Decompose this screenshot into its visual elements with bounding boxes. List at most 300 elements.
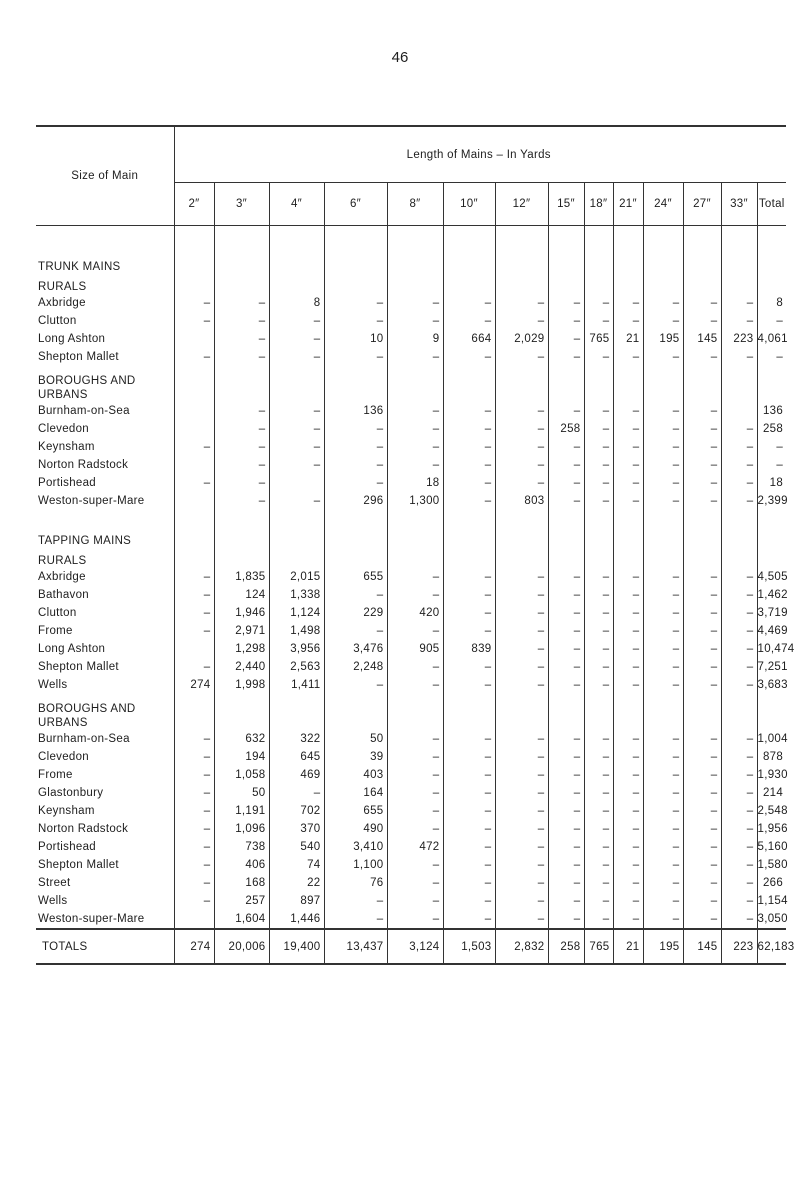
table-cell: – xyxy=(443,676,495,694)
table-cell: – xyxy=(387,766,443,784)
table-cell: – xyxy=(613,438,643,456)
table-cell: – xyxy=(757,312,786,330)
table-cell: – xyxy=(683,438,721,456)
table-cell: – xyxy=(443,820,495,838)
total-cell: 62,183 xyxy=(757,929,786,964)
table-cell: – xyxy=(683,312,721,330)
table-row xyxy=(36,402,786,420)
table-cell: – xyxy=(613,640,643,658)
table-cell: – xyxy=(387,312,443,330)
table-cell: – xyxy=(174,856,214,874)
table-cell: 1,498 xyxy=(269,622,324,640)
table-cell: – xyxy=(721,640,757,658)
table-row xyxy=(36,568,786,586)
table-cell: – xyxy=(495,586,548,604)
table-cell: – xyxy=(324,438,387,456)
table-cell: – xyxy=(443,856,495,874)
table-cell: – xyxy=(443,874,495,892)
table-cell: – xyxy=(613,820,643,838)
column-header: 27″ xyxy=(683,183,721,226)
table-cell: – xyxy=(324,348,387,366)
table-cell: – xyxy=(584,910,613,929)
table-cell: – xyxy=(387,658,443,676)
table-cell: 664 xyxy=(443,330,495,348)
table-cell: – xyxy=(548,402,584,420)
table-cell: – xyxy=(174,312,214,330)
table-cell: – xyxy=(214,456,269,474)
table-cell: – xyxy=(721,294,757,312)
table-cell: 136 xyxy=(324,402,387,420)
table-cell: – xyxy=(269,348,324,366)
page-number: 46 xyxy=(391,49,409,66)
table-cell: – xyxy=(683,910,721,929)
table-cell: – xyxy=(495,730,548,748)
table-cell: 50 xyxy=(214,784,269,802)
table-cell: – xyxy=(613,658,643,676)
table-cell: – xyxy=(613,348,643,366)
table-cell: 420 xyxy=(387,604,443,622)
table-cell: 124 xyxy=(214,586,269,604)
table-cell: – xyxy=(683,820,721,838)
table-cell: 905 xyxy=(387,640,443,658)
table-cell: 164 xyxy=(324,784,387,802)
group-heading: BOROUGHS AND URBANS xyxy=(38,703,136,729)
table-cell: – xyxy=(443,658,495,676)
table-cell: – xyxy=(387,420,443,438)
totals-row xyxy=(36,929,786,964)
table-cell: 1,956 xyxy=(757,820,786,838)
table-cell: – xyxy=(387,910,443,929)
table-cell: – xyxy=(443,402,495,420)
table-cell: – xyxy=(387,784,443,802)
table-cell: 1,411 xyxy=(269,676,324,694)
table-cell: – xyxy=(548,348,584,366)
table-cell: 1,191 xyxy=(214,802,269,820)
table-cell: 257 xyxy=(214,892,269,910)
row-label: Portishead xyxy=(38,841,96,853)
table-cell: 18 xyxy=(387,474,443,492)
table-cell: – xyxy=(643,856,683,874)
table-cell: – xyxy=(548,640,584,658)
row-label: Norton Radstock xyxy=(38,459,129,471)
table-cell: – xyxy=(613,402,643,420)
table-cell: – xyxy=(721,474,757,492)
table-cell: – xyxy=(683,402,721,420)
table-cell: 296 xyxy=(324,492,387,510)
table-cell: 490 xyxy=(324,820,387,838)
table-cell: 223 xyxy=(721,330,757,348)
table-cell: – xyxy=(643,892,683,910)
table-cell: – xyxy=(174,748,214,766)
table-row xyxy=(36,348,786,366)
table-cell: – xyxy=(495,622,548,640)
table-cell: 655 xyxy=(324,802,387,820)
table-cell: – xyxy=(584,420,613,438)
table-cell: – xyxy=(643,456,683,474)
table-cell: – xyxy=(324,622,387,640)
table-cell: – xyxy=(387,294,443,312)
table-cell: – xyxy=(387,874,443,892)
table-cell: – xyxy=(584,784,613,802)
table-cell: 8 xyxy=(269,294,324,312)
table-cell: – xyxy=(683,730,721,748)
table-cell: – xyxy=(643,474,683,492)
table-cell: 274 xyxy=(174,676,214,694)
table-cell: – xyxy=(643,604,683,622)
table-cell: – xyxy=(443,838,495,856)
table-cell: 3,719 xyxy=(757,604,786,622)
table-cell: – xyxy=(387,438,443,456)
table-cell: – xyxy=(643,874,683,892)
table-cell: – xyxy=(721,838,757,856)
table-cell: – xyxy=(584,676,613,694)
table-cell: – xyxy=(613,456,643,474)
row-label: Bathavon xyxy=(38,589,89,601)
table-cell: – xyxy=(643,568,683,586)
table-row xyxy=(36,892,786,910)
table-cell: – xyxy=(613,568,643,586)
total-cell: 20,006 xyxy=(214,929,269,964)
table-cell: 1,835 xyxy=(214,568,269,586)
table-cell: 39 xyxy=(324,748,387,766)
table-cell: – xyxy=(584,402,613,420)
table-cell: – xyxy=(495,604,548,622)
table-cell: – xyxy=(683,474,721,492)
table-cell: – xyxy=(443,568,495,586)
table-cell: – xyxy=(721,586,757,604)
table-cell: – xyxy=(584,856,613,874)
table-cell: 738 xyxy=(214,838,269,856)
table-cell: – xyxy=(683,348,721,366)
table-cell: – xyxy=(643,438,683,456)
table-cell: 258 xyxy=(548,420,584,438)
table-cell: 472 xyxy=(387,838,443,856)
table-cell: – xyxy=(548,910,584,929)
table-cell: – xyxy=(269,402,324,420)
table-cell: – xyxy=(643,820,683,838)
table-cell: – xyxy=(495,658,548,676)
table-row xyxy=(36,420,786,438)
table-cell: – xyxy=(387,568,443,586)
table-cell: – xyxy=(443,748,495,766)
totals-label: TOTALS xyxy=(36,929,174,964)
table-cell: – xyxy=(683,892,721,910)
table-cell: 4,505 xyxy=(757,568,786,586)
table-cell: – xyxy=(174,838,214,856)
table-cell: – xyxy=(174,874,214,892)
table-cell: – xyxy=(643,312,683,330)
row-label: Weston-super-Mare xyxy=(36,910,174,929)
table-cell: 3,683 xyxy=(757,676,786,694)
row-label: Axbridge xyxy=(38,297,86,309)
table-cell: – xyxy=(387,856,443,874)
column-header: 24″ xyxy=(643,183,683,226)
table-cell: – xyxy=(757,348,786,366)
table-cell: – xyxy=(174,784,214,802)
table-row xyxy=(36,874,786,892)
table-cell: – xyxy=(324,474,387,492)
table-cell: – xyxy=(443,456,495,474)
table-cell: – xyxy=(721,438,757,456)
column-header: 12″ xyxy=(495,183,548,226)
table-cell: – xyxy=(584,892,613,910)
table-cell: – xyxy=(721,568,757,586)
total-cell: 258 xyxy=(548,929,584,964)
table-cell: – xyxy=(643,640,683,658)
table-cell: – xyxy=(269,438,324,456)
table-cell: – xyxy=(548,312,584,330)
table-cell: – xyxy=(324,420,387,438)
table-cell: – xyxy=(443,604,495,622)
mains-length-table xyxy=(36,125,795,965)
table-cell: – xyxy=(584,622,613,640)
row-label: Shepton Mallet xyxy=(38,351,119,363)
table-cell: – xyxy=(683,420,721,438)
table-cell: – xyxy=(548,730,584,748)
row-label: Shepton Mallet xyxy=(38,661,119,673)
table-cell: – xyxy=(683,766,721,784)
total-cell: 2,832 xyxy=(495,929,548,964)
row-label: Burnham-on-Sea xyxy=(38,733,130,745)
table-cell: – xyxy=(495,910,548,929)
table-cell: 1,096 xyxy=(214,820,269,838)
table-cell: – xyxy=(613,838,643,856)
table-cell: – xyxy=(683,784,721,802)
table-cell: 258 xyxy=(757,420,786,438)
table-cell: – xyxy=(174,730,214,748)
table-cell: 765 xyxy=(584,330,613,348)
table-cell: 74 xyxy=(269,856,324,874)
table-cell: – xyxy=(721,748,757,766)
table-cell: – xyxy=(495,402,548,420)
table-cell: – xyxy=(548,856,584,874)
table-cell: – xyxy=(683,568,721,586)
table-cell: – xyxy=(548,838,584,856)
table-cell: – xyxy=(584,312,613,330)
table-cell: 2,029 xyxy=(495,330,548,348)
table-cell: – xyxy=(174,348,214,366)
row-label: Weston-super-Mare xyxy=(38,495,145,507)
table-cell: – xyxy=(495,802,548,820)
table-cell: – xyxy=(548,492,584,510)
table-cell: – xyxy=(214,420,269,438)
table-cell: 3,476 xyxy=(324,640,387,658)
row-label: Wells xyxy=(38,679,68,691)
table-cell: – xyxy=(683,748,721,766)
table-cell: – xyxy=(387,820,443,838)
row-label: Glastonbury xyxy=(38,787,104,799)
table-cell: – xyxy=(643,492,683,510)
table-cell: – xyxy=(613,892,643,910)
table-cell: 1,154 xyxy=(757,892,786,910)
table-cell: – xyxy=(683,658,721,676)
table-cell: – xyxy=(721,456,757,474)
table-cell: – xyxy=(613,294,643,312)
table-row xyxy=(36,474,786,492)
table-cell xyxy=(721,402,757,420)
table-cell: 1,058 xyxy=(214,766,269,784)
table-cell: 21 xyxy=(613,330,643,348)
column-header: 4″ xyxy=(269,183,324,226)
table-cell: – xyxy=(584,294,613,312)
table-cell: 803 xyxy=(495,492,548,510)
table-cell: – xyxy=(443,348,495,366)
table-cell: – xyxy=(548,658,584,676)
table-cell: – xyxy=(443,730,495,748)
table-cell: – xyxy=(643,676,683,694)
total-cell: 765 xyxy=(584,929,613,964)
table-cell: – xyxy=(721,622,757,640)
table-cell: – xyxy=(443,474,495,492)
table-cell: 145 xyxy=(683,330,721,348)
table-cell: – xyxy=(683,802,721,820)
table-cell: 1,930 xyxy=(757,766,786,784)
table-cell: – xyxy=(721,856,757,874)
table-cell: – xyxy=(613,604,643,622)
table-cell: – xyxy=(643,348,683,366)
table-row xyxy=(36,730,786,748)
table-cell: – xyxy=(643,802,683,820)
table-cell: – xyxy=(721,420,757,438)
table-cell xyxy=(174,402,214,420)
table-cell: – xyxy=(495,294,548,312)
table-cell: – xyxy=(495,456,548,474)
table-cell: 2,015 xyxy=(269,568,324,586)
table-cell: – xyxy=(584,658,613,676)
total-cell: 21 xyxy=(613,929,643,964)
table-title: Length of Mains – In Yards xyxy=(174,126,786,183)
table-cell: – xyxy=(443,802,495,820)
total-cell: 3,124 xyxy=(387,929,443,964)
table-cell: 406 xyxy=(214,856,269,874)
table-cell: 403 xyxy=(324,766,387,784)
table-cell: – xyxy=(495,838,548,856)
row-label: Portishead xyxy=(38,477,96,489)
section-heading: TAPPING MAINS xyxy=(38,535,132,547)
group-heading: RURALS xyxy=(38,281,87,293)
column-header: 18″ xyxy=(584,183,613,226)
table-cell: 168 xyxy=(214,874,269,892)
table-cell: 229 xyxy=(324,604,387,622)
table-cell: 194 xyxy=(214,748,269,766)
table-cell: – xyxy=(584,604,613,622)
table-body xyxy=(36,226,795,930)
table-cell: – xyxy=(269,312,324,330)
table-cell: – xyxy=(174,586,214,604)
table-cell: – xyxy=(721,820,757,838)
table-cell: 540 xyxy=(269,838,324,856)
table-cell: – xyxy=(174,622,214,640)
table-cell: – xyxy=(214,492,269,510)
table-cell: – xyxy=(443,892,495,910)
table-cell: – xyxy=(584,568,613,586)
column-header: 33″ xyxy=(721,183,757,226)
table-cell: – xyxy=(613,730,643,748)
table-cell: – xyxy=(269,456,324,474)
total-cell: 195 xyxy=(643,929,683,964)
table-cell: – xyxy=(548,874,584,892)
table-cell: – xyxy=(643,748,683,766)
column-header: 3″ xyxy=(214,183,269,226)
table-cell: – xyxy=(269,784,324,802)
table-cell: – xyxy=(683,492,721,510)
column-header: Total xyxy=(757,183,786,226)
table-row xyxy=(36,838,786,856)
total-cell: 145 xyxy=(683,929,721,964)
table-cell: – xyxy=(584,348,613,366)
table-cell: 878 xyxy=(757,748,786,766)
table-cell: – xyxy=(387,456,443,474)
table-cell: – xyxy=(584,748,613,766)
table-row xyxy=(36,312,786,330)
table-cell: 645 xyxy=(269,748,324,766)
table-cell: 18 xyxy=(757,474,786,492)
table-cell: 1,604 xyxy=(214,910,269,929)
table-cell: – xyxy=(269,330,324,348)
table-cell: – xyxy=(495,748,548,766)
table-cell: – xyxy=(643,910,683,929)
table-cell: – xyxy=(495,784,548,802)
table-cell xyxy=(174,492,214,510)
table-cell: – xyxy=(495,820,548,838)
table-cell: – xyxy=(584,586,613,604)
table-cell: – xyxy=(721,348,757,366)
table-cell: – xyxy=(387,748,443,766)
table-cell: – xyxy=(613,784,643,802)
table-row xyxy=(36,456,786,474)
table-cell: – xyxy=(721,784,757,802)
table-cell: – xyxy=(174,658,214,676)
table-cell: – xyxy=(683,586,721,604)
table-cell: – xyxy=(613,312,643,330)
table-cell: 322 xyxy=(269,730,324,748)
row-label: Street xyxy=(38,877,71,889)
column-header: 6″ xyxy=(324,183,387,226)
table-row xyxy=(36,856,786,874)
row-label: Burnham-on-Sea xyxy=(38,405,130,417)
table-cell: – xyxy=(683,604,721,622)
table-cell: – xyxy=(269,420,324,438)
table-cell: 1,298 xyxy=(214,640,269,658)
table-cell: – xyxy=(548,820,584,838)
table-row xyxy=(36,658,786,676)
table-cell: – xyxy=(495,892,548,910)
table-cell: 1,124 xyxy=(269,604,324,622)
table-cell: – xyxy=(584,874,613,892)
table-row xyxy=(36,294,786,312)
table-cell: – xyxy=(683,294,721,312)
table-cell: 2,440 xyxy=(214,658,269,676)
table-cell: – xyxy=(584,802,613,820)
table-cell: – xyxy=(721,910,757,929)
table-cell: – xyxy=(324,312,387,330)
table-cell: – xyxy=(387,892,443,910)
section-heading: TRUNK MAINS xyxy=(38,261,121,273)
table-row xyxy=(36,640,786,658)
table-cell: – xyxy=(683,456,721,474)
table-cell: – xyxy=(174,766,214,784)
table-cell: – xyxy=(643,838,683,856)
total-cell: 13,437 xyxy=(324,929,387,964)
table-cell: – xyxy=(174,802,214,820)
table-cell: 3,050 xyxy=(757,910,786,929)
table-cell: – xyxy=(324,586,387,604)
table-cell: 50 xyxy=(324,730,387,748)
table-cell: – xyxy=(548,784,584,802)
table-cell: 839 xyxy=(443,640,495,658)
table-cell: 702 xyxy=(269,802,324,820)
table-cell: 2,399 xyxy=(757,492,786,510)
